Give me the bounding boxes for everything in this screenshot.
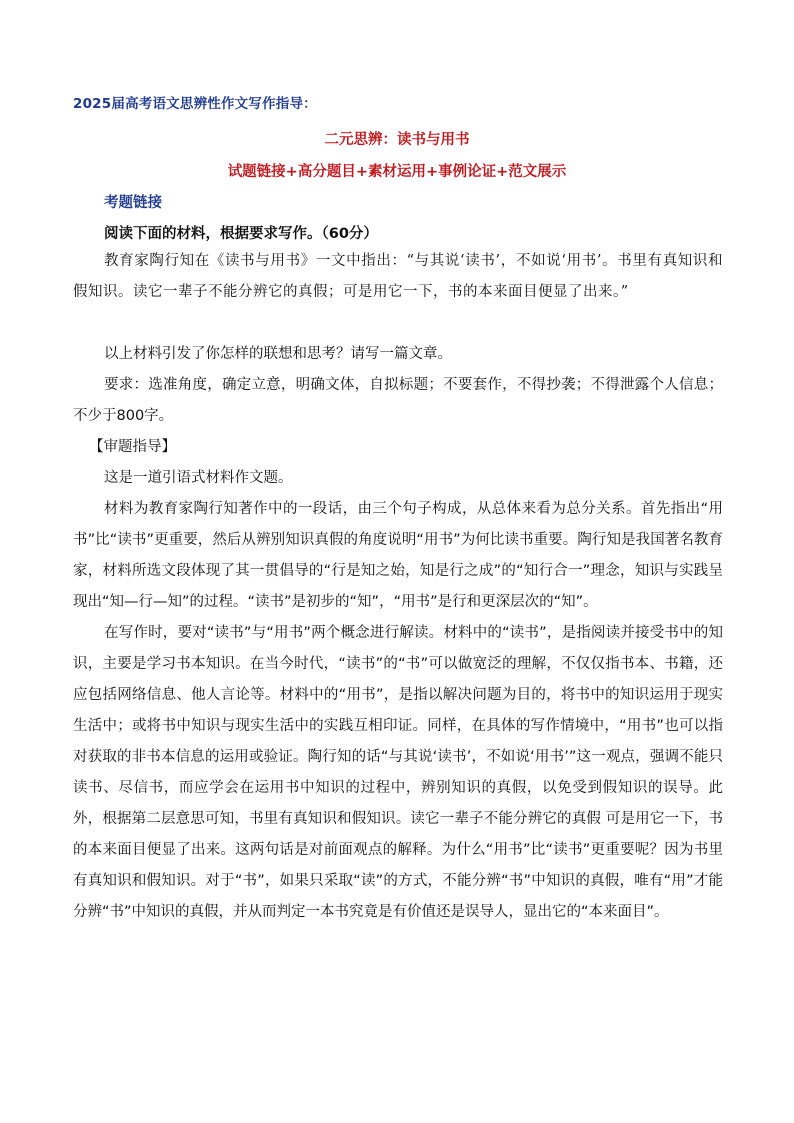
document-subtitle: 二元思辨：读书与用书 <box>324 132 470 148</box>
question-paragraph: 以上材料引发了你怎样的联想和思考？请写一篇文章。 <box>104 346 452 362</box>
document-subtitle-sections: 试题链接+高分题目+素材运用+事例论证+范文展示 <box>227 164 567 180</box>
material-quote: 教育家陶行知在《读书与用书》一文中指出：“与其说‘读书’，不如说‘用书’。书里有真知识和假知识。读它一辈子不能分辨它的真假；可是用它一下，书的本来面目便显了出来。” <box>73 253 723 300</box>
guide-paragraph-3: 在写作时，要对“读书”与“用书”两个概念进行解读。材料中的“读书”，是指阅读并接受书中的知识，主要是学习书本知识。在当今时代，“读书”的“书”可以做宽泛的理解，不仅仅指书本、书籍，还应包括网络信息、他人言论等。材料中的“用书”，是指以解决问题为目的，将书中的知识运用于现实生活中；或将书中知识与现实生活中的实践互相印证。同样，在具体的写作情境中，“用书”也可以指对获取的非书本信息的运用或验证。陶行知的话“与其说‘读书’，不如说‘用书’”这一观点，强调不能只读书、尽信书，而应学会在运用书中知识的过程中，辨别知识的真假，以免受到假知识的误导。此外，根据第二层意思可知，书里有真知识和假知识。读它一辈子不能分辨它的真假 可是用它一下，书的本来面目便显了出来。这两句话是对前面观点的解释。为什么“用书”比“读书”更重要呢？因为书里有真知识和假知识。对于“书”，如果只采取“读”的方式，不能分辨“书”中知识的真假，唯有“用”才能分辨“书”中知识的真假，并从而判定一本书究竟是有价值还是误导人，显出它的“本来面目”。 <box>73 625 723 920</box>
body-text <box>73 339 723 928</box>
requirements-paragraph: 要求：选准角度，确定立意，明确文体，自拟标题；不要套作，不得抄袭；不得泄露个人信息；不少于800字。 <box>73 377 723 424</box>
prompt-heading: 阅读下面的材料，根据要求写作。（60分） <box>104 226 378 242</box>
guide-paragraph-1: 这是一道引语式材料作文题。 <box>104 470 293 486</box>
quote-block <box>73 246 723 308</box>
guide-paragraph-2: 材料为教育家陶行知著作中的一段话，由三个句子构成，从总体来看为总分关系。首先指出“用书”比“读书”更重要，然后从辨别知识真假的角度说明“用书”为何比读书重要。陶行知是我国著名教育家，材料所选文段体现了其一贯倡导的“行是知之始，知是行之成”的“知行合一”理念，知识与实践呈现出“知—行—知”的过程。“读书”是初步的“知”，“用书”是行和更深层次的“知”。 <box>73 501 723 610</box>
section-heading: 考题链接 <box>104 195 162 211</box>
guide-heading: 【审题指导】 <box>89 439 176 455</box>
document-title: 2025届高考语文思辨性作文写作指导： <box>73 96 317 112</box>
